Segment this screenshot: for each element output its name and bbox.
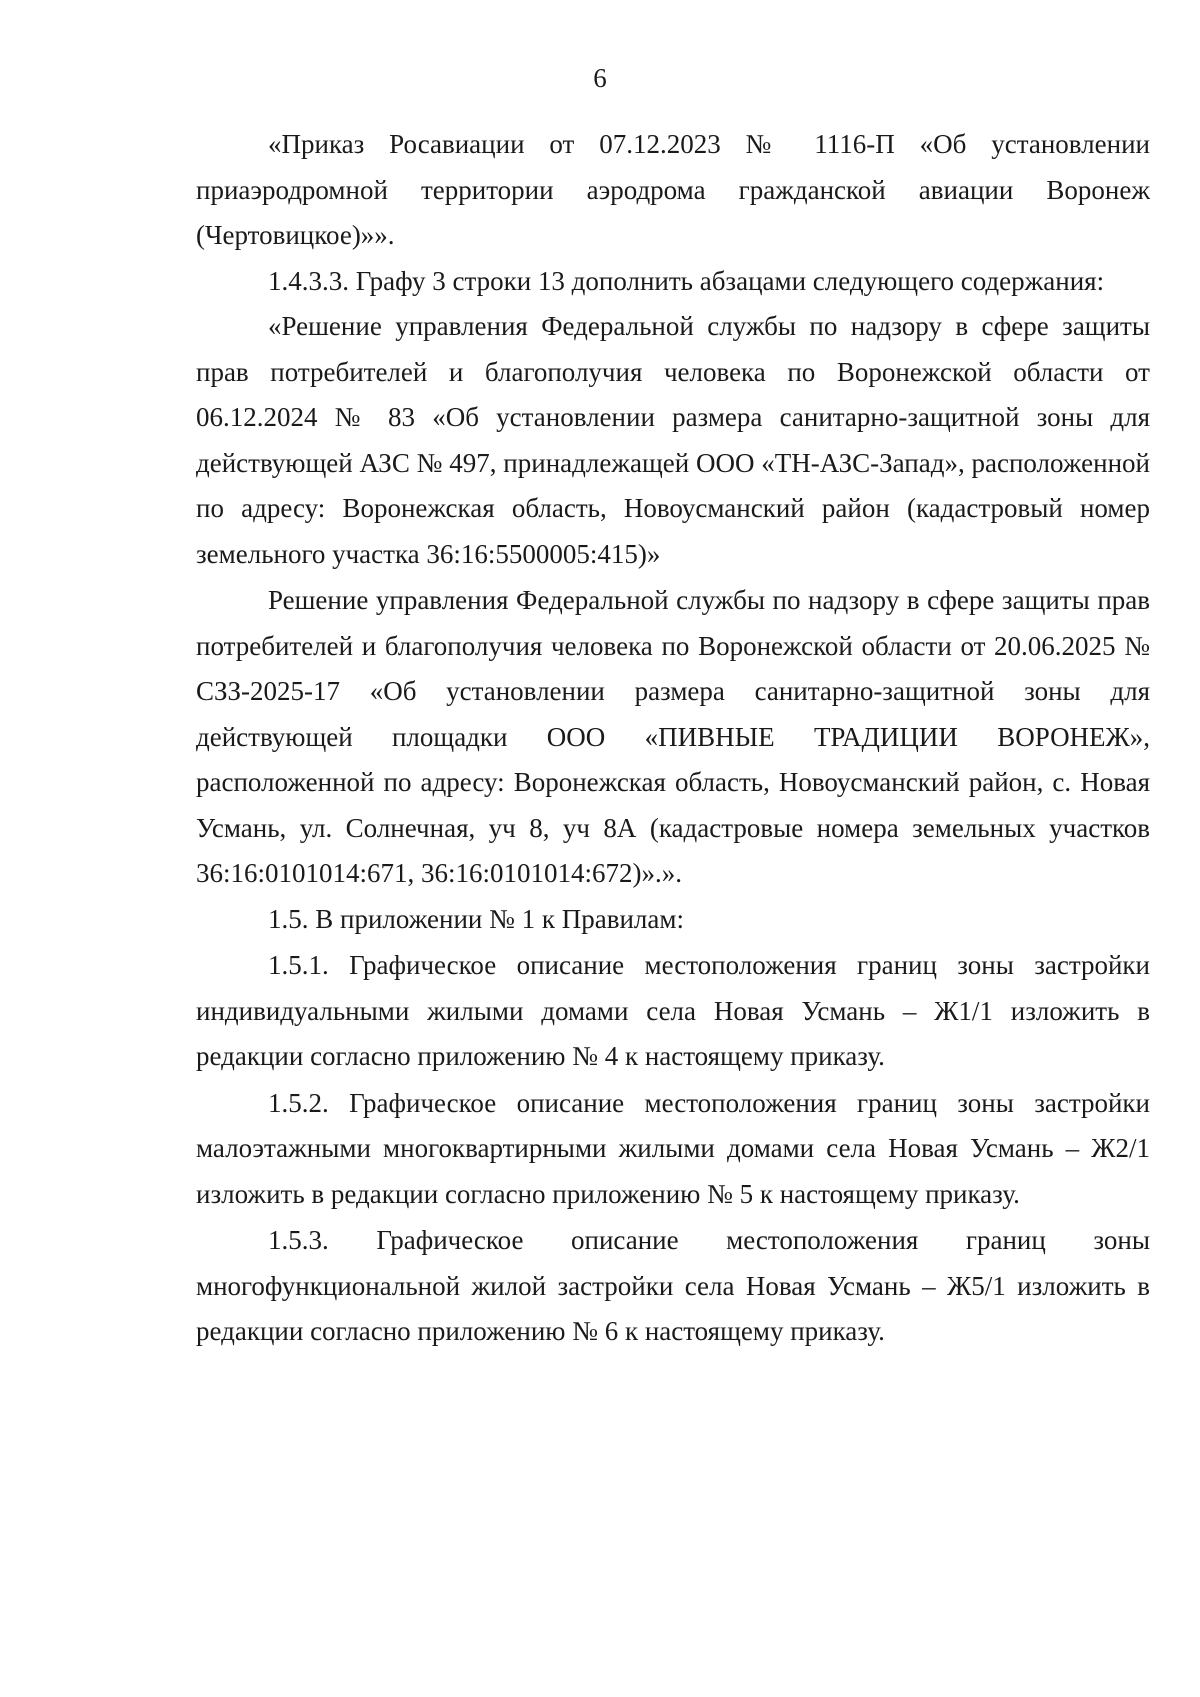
paragraph-decision-2024: «Решение управления Федеральной службы по надзору в сфере защиты прав потребителей и благополучия человека по Воронежской области от 06.12.2024 № 83 «Об установлении размера санитарно-защитной зоны для действующей АЗС № 497, принадлежащей ООО «ТН-АЗС-Запад», расположенной по адресу: Воронежская область, Новоусманский район (кадастровый номер земельного участка 36:16:5500005:415)» — [196, 311, 1150, 569]
document-body — [196, 122, 1150, 1355]
paragraph-1-5-2: 1.5.2. Графическое описание местоположения границ зоны застройки малоэтажными многоквартирными жилыми домами села Новая Усмань – Ж2/1 изложить в редакции согласно приложению № 5 к настоящему приказу. — [196, 1087, 1150, 1209]
page-number: 6 — [593, 63, 607, 93]
paragraph-1-5-1: 1.5.1. Графическое описание местоположения границ зоны застройки индивидуальными жилыми домами села Новая Усмань – Ж1/1 изложить в редакции согласно приложению № 4 к настоящему приказу. — [196, 950, 1150, 1071]
paragraph-decision-2025: Решение управления Федеральной службы по надзору в сфере защиты прав потребителей и благополучия человека по Воронежской области от 20.06.2025 № СЗЗ-2025-17 «Об установлении размера санитарно-защитной зоны для действующей площадки ООО «ПИВНЫЕ ТРАДИЦИИ ВОРОНЕЖ», расположенной по адресу: Воронежская область, Новоусманский район, с. Новая Усмань, ул. Солнечная, уч 8, уч 8А (кадастровые номера земельных участков 36:16:0101014:671, 36:16:0101014:672)».». — [196, 585, 1150, 888]
paragraph-1-4-3-3: 1.4.3.3. Графу 3 строки 13 дополнить абзацами следующего содержания: — [268, 265, 1105, 296]
paragraph-1-5: 1.5. В приложении № 1 к Правилам: — [268, 903, 684, 934]
paragraph-1-5-3: 1.5.3. Графическое описание местоположения границ зоны многофункциональной жилой застройки села Новая Усмань – Ж5/1 изложить в редакции согласно приложению № 6 к настоящему приказу. — [196, 1225, 1150, 1346]
paragraph-order-reference: «Приказ Росавиации от 07.12.2023 № 1116-П «Об установлении приаэродромной территории аэродрома гражданской авиации Воронеж (Чертовицкое)»». — [196, 129, 1150, 250]
